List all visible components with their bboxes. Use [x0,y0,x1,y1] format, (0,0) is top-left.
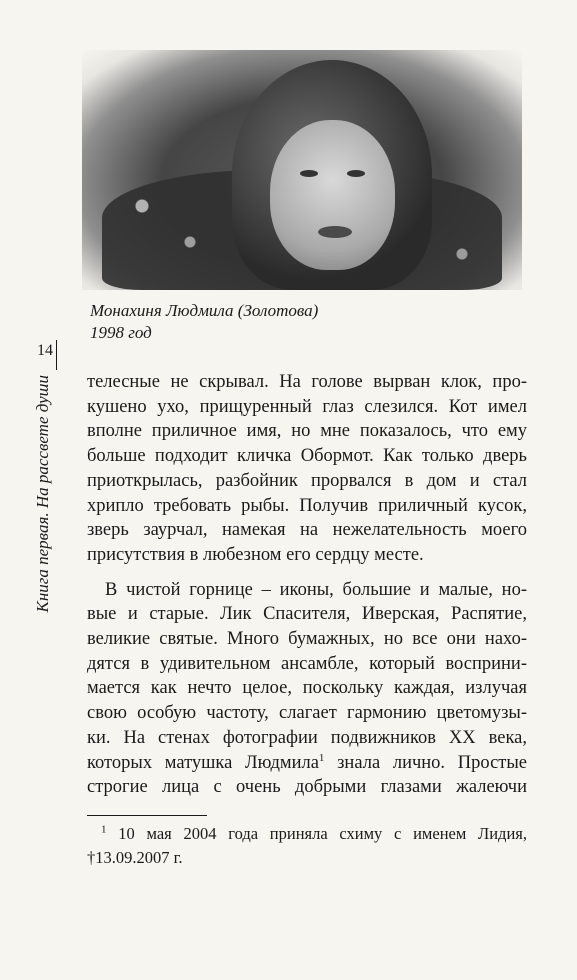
face [270,120,395,270]
text-line: свою особую частоту, слагает гармонию цветомузы- [87,703,527,724]
caption-line-1: Монахиня Людмила (Золотова) [90,301,319,320]
caption-line-2: 1998 год [90,323,152,342]
text-line: мается как нечто целое, поскольку каждая, излучая [87,678,527,699]
portrait-photo [82,50,522,290]
text-line: больше подходит кличка Обормот. Как только дверь [87,446,527,467]
photo-caption [90,300,420,344]
text-line: зверь заурчал, намекая на нежелательность моего [87,520,527,541]
page-number: 14 [37,342,53,359]
text-line: строгие лица с очень добрыми глазами жалеючи [87,777,527,798]
body-text [87,370,527,800]
left-eye [300,170,318,177]
running-title: Книга первая. На рассвете души [33,375,52,613]
text-segment: знала лично. Простые [337,752,528,773]
footnote-marker: 1 [101,823,107,836]
text-line: присутствия в любезном его сердцу месте. [87,544,424,565]
text-line: ки. На стенах фотографии подвижников XX века, [87,727,527,748]
text-line: кушено ухо, прищуренный глаз слезился. Кот имел [87,396,527,417]
text-segment: которых матушка Людмила [87,752,319,773]
footnote-reference: 1 [318,751,325,764]
text-line: приоткрылась, разбойник прорвался в дом и стал [87,470,527,491]
footnote [87,822,527,870]
footnote-rule [87,815,207,816]
side-rule [56,340,57,370]
footnote-line-2: †13.09.2007 г. [87,848,183,867]
text-line-with-note [87,751,527,776]
text-line: дятся в удивительном ансамбле, который восприни- [87,653,527,674]
text-line: телесные не скрывал. На голове вырван клок, про- [87,372,527,392]
text-line: великие святые. Много бумажных, но все они нахо- [87,629,527,650]
text-line: В чистой горнице – иконы, большие и малые, но- [105,579,527,600]
text-line: хрипло требовать рыбы. Получив приличный кусок, [87,495,527,516]
right-eye [347,170,365,177]
text-line: вые и старые. Лик Спасителя, Иверская, Распятие, [87,604,527,625]
mouth [318,226,352,238]
footnote-line-1 [87,822,527,846]
footnote-text: 10 мая 2004 года приняла схиму с именем Лидия, [118,824,527,843]
text-line: вполне приличное имя, но мне показалось, что ему [87,421,527,442]
